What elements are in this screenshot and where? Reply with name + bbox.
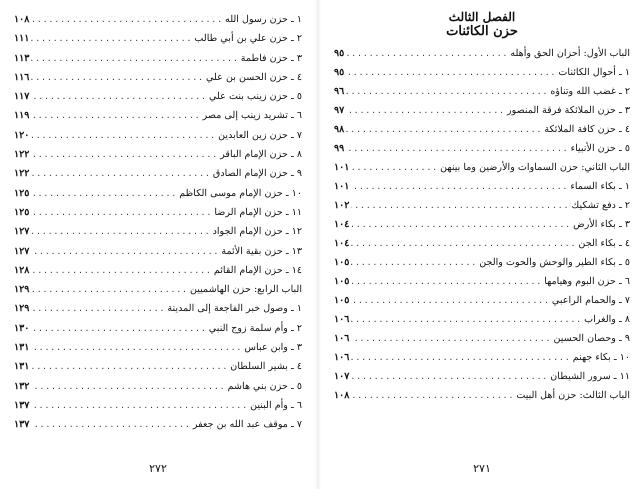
right-page-number: ٢٧١ — [473, 462, 491, 475]
toc-entry-title: ١٠ ـ حزن الإمام موسى الكاظم — [179, 187, 302, 199]
toc-entry-title: الباب الرابع: حزن الهاشميين — [189, 284, 302, 296]
toc-entry — [14, 29, 302, 48]
toc-entry — [334, 101, 630, 120]
toc-entry-title: ٧ ـ والحمام الراعبي — [551, 295, 630, 306]
toc-entry — [14, 242, 302, 261]
toc-entry-title: ٣ ـ حزن الملائكة فرقة المنصور — [506, 105, 630, 116]
toc-entry-page: ١٠٨ — [334, 390, 350, 401]
toc-entry-page: ١١١ — [14, 33, 30, 45]
toc-leader-dots — [31, 222, 210, 241]
toc-entry-title: ٢ ـ غضب الله وتناؤه — [550, 86, 630, 97]
toc-leader-dots — [351, 367, 548, 386]
toc-entry-page: ١٢٧ — [14, 226, 30, 238]
toc-leader-dots — [351, 158, 438, 177]
toc-entry-title: ٢ ـ وأم سلمة زوج النبي — [208, 322, 302, 334]
toc-entry-title: ١٤ ـ حزن الإمام القائم — [213, 264, 302, 276]
toc-leader-dots — [31, 164, 210, 183]
toc-entry-page: ١٠١ — [334, 162, 350, 173]
toc-leader-dots — [31, 377, 225, 396]
toc-entry-page: ٩٦ — [334, 86, 345, 97]
toc-leader-dots — [31, 261, 211, 280]
toc-entry-page: ٩٥ — [334, 67, 345, 78]
toc-entry-title: ١٣ ـ حزن بقية الأئمة — [221, 245, 302, 257]
toc-entry-page: ٩٩ — [334, 143, 345, 154]
toc-entry-title: ٦ ـ وأم البنين — [250, 399, 302, 411]
toc-entry — [14, 126, 302, 145]
chapter-heading: الفصل الثالث — [448, 10, 516, 24]
toc-entry — [334, 310, 630, 329]
toc-entry-page: ١٠٢ — [334, 200, 350, 211]
toc-entry-title: الباب الثاني: حزن السماوات والأرضين وما بينهن — [440, 162, 630, 173]
toc-leader-dots — [351, 291, 549, 310]
toc-entry-page: ١٠٦ — [334, 314, 350, 325]
toc-entry-page: ١٢٥ — [14, 187, 30, 199]
toc-leader-dots — [351, 234, 576, 253]
toc-entry-title: ٣ ـ بكاء الأرض — [573, 219, 630, 230]
toc-entry-title: ٢ ـ دفع تشكيك — [571, 200, 630, 211]
toc-leader-dots — [31, 29, 192, 48]
toc-entry — [14, 106, 302, 125]
toc-entry-title: الباب الأول: أحزان الحق وأهله — [510, 48, 630, 59]
toc-entry-title: ٧ ـ موقف عبد الله بن جعفر — [192, 419, 302, 431]
toc-entry — [14, 87, 302, 106]
toc-entry — [334, 348, 630, 367]
toc-entry — [14, 10, 302, 29]
toc-entry-title: ٥ ـ حزن زينب بنت علي — [209, 91, 302, 103]
toc-entry-page: ١٣١ — [14, 342, 30, 354]
toc-entry-page: ١٢٢ — [14, 149, 30, 161]
toc-entry — [14, 203, 302, 222]
toc-entry-title: ٦ ـ حزن البوم وهيامها — [544, 276, 630, 287]
toc-entry-page: ١٣٠ — [14, 322, 30, 334]
toc-entry-title: ٤ ـ حزن كافة الملائكة — [544, 124, 630, 135]
toc-entry — [14, 49, 302, 68]
toc-entry — [14, 319, 302, 338]
toc-entry-page: ١٢٧ — [14, 245, 30, 257]
toc-entry-page: ١١٦ — [14, 71, 30, 83]
toc-leader-dots — [351, 348, 570, 367]
toc-leader-dots — [346, 44, 508, 63]
toc-entry-page: ١٣٧ — [14, 419, 30, 431]
toc-leader-dots — [31, 299, 165, 318]
toc-leader-dots — [351, 329, 551, 348]
toc-entry-title: ٤ ـ حزن الحسن بن علي — [206, 71, 302, 83]
toc-entry-page: ١٢٠ — [14, 129, 30, 141]
toc-entry-page: ١٠٤ — [334, 219, 350, 230]
toc-entry — [334, 329, 630, 348]
toc-entry-title: ٧ ـ حزن زين العابدين — [218, 129, 302, 141]
toc-entry — [14, 164, 302, 183]
toc-entry — [334, 291, 630, 310]
toc-leader-dots — [31, 145, 218, 164]
toc-entry-page: ١٠١ — [334, 181, 350, 192]
toc-entry-title: الباب الثالث: حزن أهل البيت — [516, 390, 630, 401]
toc-leader-dots — [346, 120, 542, 139]
toc-leader-dots — [31, 338, 242, 357]
toc-entry — [334, 234, 630, 253]
left-page-number: ٢٧٢ — [149, 462, 167, 475]
toc-entry — [334, 272, 630, 291]
toc-entry — [14, 396, 302, 415]
toc-entry-title: ٩ ـ وحصان الحسين — [553, 333, 630, 344]
toc-entry — [14, 68, 302, 87]
toc-entry-page: ١٣٢ — [14, 380, 30, 392]
toc-leader-dots — [31, 87, 207, 106]
toc-entry — [334, 120, 630, 139]
toc-entry-title: ٥ ـ حزن الأنبياء — [570, 143, 630, 154]
toc-entry-title: ٤ ـ بكاء الجن — [578, 238, 630, 249]
toc-entry-page: ١٠٦ — [334, 352, 350, 363]
right-page — [334, 0, 630, 489]
toc-entry — [14, 222, 302, 241]
toc-leader-dots — [351, 215, 571, 234]
toc-leader-dots — [31, 415, 190, 434]
toc-entry-title: ٤ ـ بشير السلطان — [230, 361, 302, 373]
toc-entry-page: ١٠٧ — [334, 371, 350, 382]
book-gutter — [315, 0, 321, 489]
toc-leader-dots — [31, 10, 223, 29]
toc-entry-page: ١٢٩ — [14, 284, 30, 296]
toc-entry — [334, 63, 630, 82]
toc-entry-title: ١٠ ـ بكاء جهنم — [572, 352, 630, 363]
toc-entry-title: ٥ ـ بكاء الطير والوحش والحوت والجن — [479, 257, 630, 268]
toc-entry-page: ١١٧ — [14, 91, 30, 103]
toc-leader-dots — [346, 139, 568, 158]
toc-entry-title: ١ ـ وصول خبر الفاجعة إلى المدينة — [167, 303, 302, 315]
toc-entry-page: ١٠٨ — [14, 14, 30, 25]
toc-entry-page: ١٠٤ — [334, 238, 350, 249]
toc-entry — [334, 253, 630, 272]
toc-leader-dots — [31, 68, 204, 87]
toc-leader-dots — [351, 253, 477, 272]
toc-entry-page: ١٢٨ — [14, 264, 30, 276]
toc-entry — [334, 158, 630, 177]
toc-entry — [334, 215, 630, 234]
toc-leader-dots — [31, 203, 212, 222]
toc-entry-page: ١٢٥ — [14, 206, 30, 218]
toc-entry — [14, 280, 302, 299]
toc-entry-page: ١٠٥ — [334, 295, 350, 306]
toc-entry-page: ١٠٦ — [334, 333, 350, 344]
toc-leader-dots — [31, 242, 219, 261]
toc-entry — [14, 184, 302, 203]
toc-leader-dots — [31, 280, 188, 299]
toc-entry-title: ٢ ـ حزن علي بن أبي طالب — [194, 33, 302, 45]
toc-entry — [334, 196, 630, 215]
toc-entry-page: ١٣١ — [14, 361, 30, 373]
toc-entry-title: ١١ ـ حزن الإمام الرضا — [214, 206, 302, 218]
toc-entry-page: ١٠٥ — [334, 257, 350, 268]
toc-entry — [334, 44, 630, 63]
toc-entry — [14, 145, 302, 164]
toc-entry — [14, 415, 302, 434]
toc-entry — [334, 386, 630, 405]
toc-leader-dots — [351, 272, 542, 291]
toc-leader-dots — [351, 177, 568, 196]
toc-leader-dots — [31, 106, 200, 125]
toc-entry-title: ٨ ـ والغراب — [584, 314, 630, 325]
toc-entry — [14, 299, 302, 318]
toc-entry-page: ١١٩ — [14, 110, 30, 122]
toc-entry — [14, 377, 302, 396]
toc-entry-page: ١٢٢ — [14, 168, 30, 180]
toc-leader-dots — [31, 126, 216, 145]
toc-entry-title: ١ ـ بكاء السماء — [570, 181, 630, 192]
toc-leader-dots — [346, 63, 556, 82]
toc-leader-dots — [351, 310, 582, 329]
toc-entry-title: ٣ ـ وابن عباس — [244, 342, 302, 354]
left-toc-list — [14, 10, 302, 435]
toc-entry-title: ١١ ـ سرور الشيطان — [550, 371, 630, 382]
toc-entry-title: ١٢ ـ حزن الإمام الجواد — [212, 226, 302, 238]
toc-leader-dots — [31, 184, 177, 203]
toc-entry — [334, 367, 630, 386]
toc-entry-page: ٩٥ — [334, 48, 345, 59]
toc-entry-title: ٥ ـ حزن بني هاشم — [227, 380, 302, 392]
toc-entry-title: ٣ ـ حزن فاطمة — [240, 52, 302, 64]
toc-entry — [14, 357, 302, 376]
left-page — [14, 0, 302, 489]
toc-leader-dots — [31, 49, 238, 68]
toc-entry — [14, 261, 302, 280]
toc-leader-dots — [346, 101, 505, 120]
toc-leader-dots — [351, 196, 569, 215]
toc-entry-page: ١١٣ — [14, 52, 30, 64]
toc-entry-title: ٨ ـ حزن الإمام الباقر — [220, 149, 302, 161]
toc-entry-page: ٩٧ — [334, 105, 345, 116]
toc-leader-dots — [31, 396, 248, 415]
toc-entry — [334, 177, 630, 196]
toc-entry-title: ١ ـ حزن رسول الله — [225, 14, 302, 25]
toc-leader-dots — [351, 386, 514, 405]
toc-leader-dots — [31, 357, 228, 376]
right-toc-list — [334, 44, 630, 405]
toc-entry-title: ٦ ـ تشريد زينب إلى مصر — [202, 110, 302, 122]
chapter-title: حزن الكائنات — [446, 24, 518, 39]
toc-entry — [14, 338, 302, 357]
toc-entry-title: ٩ ـ حزن الإمام الصادق — [212, 168, 302, 180]
toc-entry-title: ١ ـ أحوال الكائنات — [558, 67, 630, 78]
toc-leader-dots — [346, 82, 548, 101]
toc-entry-page: ٩٨ — [334, 124, 345, 135]
toc-entry — [334, 82, 630, 101]
toc-leader-dots — [31, 319, 206, 338]
toc-entry-page: ١٣٧ — [14, 399, 30, 411]
toc-entry-page: ١٠٥ — [334, 276, 350, 287]
toc-entry-page: ١٢٩ — [14, 303, 30, 315]
toc-entry — [334, 139, 630, 158]
